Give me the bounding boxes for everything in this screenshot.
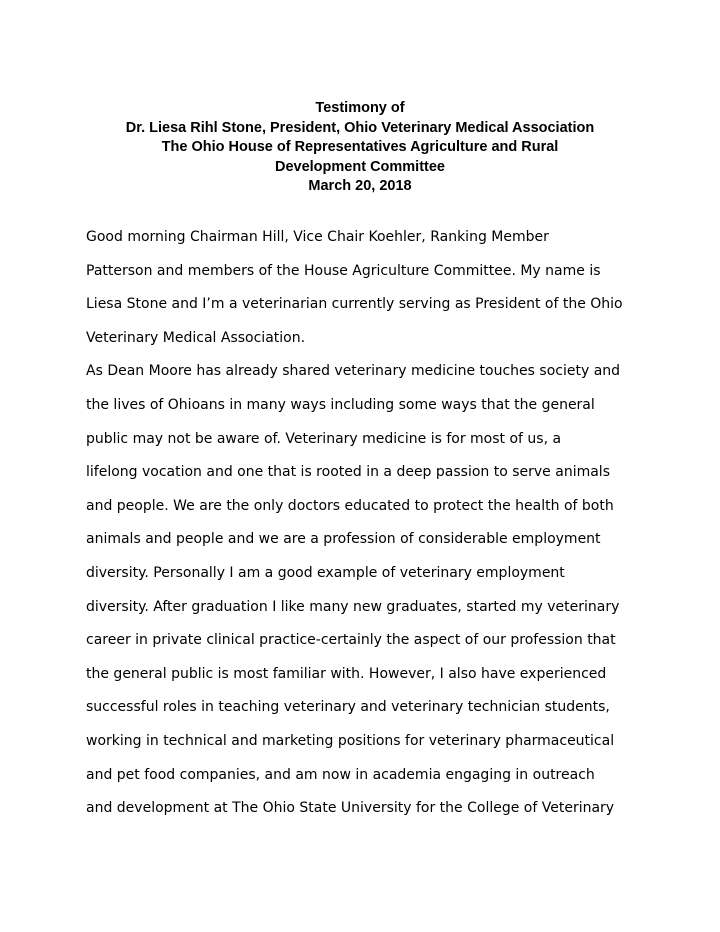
heading-line: Development Committee [274, 158, 445, 175]
heading-line: Testimony of [315, 100, 405, 116]
body-line: career in private clinical practice-certainly the aspect of our profession that [86, 632, 616, 649]
testimony-body [86, 221, 646, 826]
body-line: lifelong vocation and one that is rooted in a deep passion to serve animals [86, 464, 610, 481]
body-line: the lives of Ohioans in many ways including some ways that the general [86, 396, 595, 413]
body-line: Patterson and members of the House Agriculture Committee. My name is [86, 262, 601, 279]
body-line: successful roles in teaching veterinary and veterinary technician students, [86, 699, 610, 716]
body-line: animals and people and we are a profession of considerable employment [86, 531, 601, 548]
testimony-heading [0, 99, 720, 197]
body-line: diversity. After graduation I like many new graduates, started my veterinary [86, 598, 620, 615]
body-line: and development at The Ohio State University for the College of Veterinary [86, 800, 615, 817]
body-line: working in technical and marketing positions for veterinary pharmaceutical [86, 732, 615, 749]
heading-line: Dr. Liesa Rihl Stone, President, Ohio Veterinary Medical Association [125, 119, 595, 136]
body-line: Veterinary Medical Association. [86, 329, 306, 346]
body-line: diversity. Personally I am a good example of veterinary employment [86, 564, 565, 581]
heading-line: The Ohio House of Representatives Agriculture and Rural [161, 139, 559, 155]
body-line: the general public is most familiar with. However, I also have experienced [86, 665, 607, 682]
body-line: Good morning Chairman Hill, Vice Chair Koehler, Ranking Member [86, 229, 549, 245]
body-line: and people. We are the only doctors educated to protect the health of both [86, 497, 614, 514]
body-line: Liesa Stone and I’m a veterinarian currently serving as President of the Ohio [86, 296, 623, 313]
body-line: and pet food companies, and am now in academia engaging in outreach [86, 766, 595, 783]
body-line: As Dean Moore has already shared veterinary medicine touches society and [86, 363, 621, 380]
body-line: public may not be aware of. Veterinary medicine is for most of us, a [86, 430, 562, 447]
heading-date: March 20, 2018 [308, 178, 412, 194]
